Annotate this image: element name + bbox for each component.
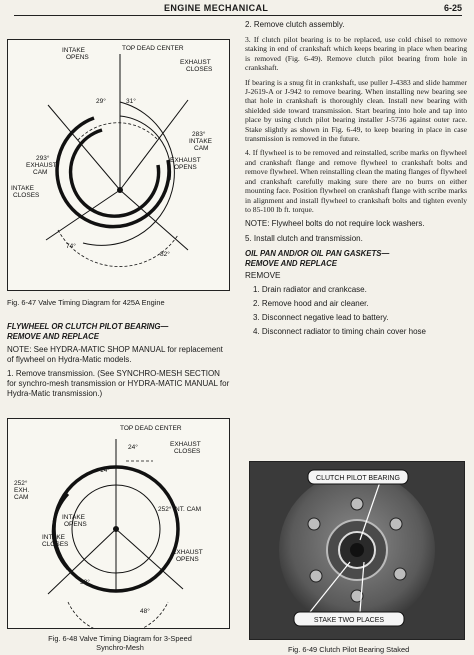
fig47-31: 31° xyxy=(126,98,136,105)
fig48-exhaust-opens: EXHAUST xyxy=(172,549,203,556)
snug-fit-paragraph: If bearing is a snug fit in crankshaft, use puller J-4383 and slide hammer J-2619-A or J-942 to remove bearing. When installing new bearing see that hole in crankshaft is thoroughly clean. Install new bearing with shielded side toward transmission. Start bearing into hole and tap into place by using clutch pilot bearing installer J-5736 against outer race. Stake slightly as shown in Fig. 6-49, to keep bearing in place in case transmission is removed in the future. xyxy=(245,77,467,144)
svg-text:CAM: CAM xyxy=(14,494,29,501)
fig48-58: 58° xyxy=(80,579,90,586)
fig47-283: 283° xyxy=(192,131,206,138)
fig47-82: 82° xyxy=(160,251,170,258)
fig48-tdc: TOP DEAD CENTER xyxy=(120,425,182,432)
fig49-label-top: CLUTCH PILOT BEARING xyxy=(316,475,400,482)
fig47-exhaust-closes: EXHAUST xyxy=(180,59,211,66)
fig47-exhaust-opens: EXHAUST xyxy=(170,157,201,164)
svg-text:INTAKE: INTAKE xyxy=(189,138,212,145)
figure-6-49-photo xyxy=(249,461,465,640)
svg-text:CLOSES: CLOSES xyxy=(174,448,201,455)
fig48-252-exh: 252° xyxy=(14,480,28,487)
fig49-caption: Fig. 6-49 Clutch Pilot Bearing Staked xyxy=(288,645,410,654)
svg-text:CAM: CAM xyxy=(194,145,209,152)
fig48-exhaust-closes: EXHAUST xyxy=(170,441,201,448)
svg-text:OPENS: OPENS xyxy=(66,54,89,61)
figure-6-48 xyxy=(7,418,230,629)
svg-text:OPENS: OPENS xyxy=(176,556,199,563)
svg-text:OPENS: OPENS xyxy=(64,521,87,528)
fig47-intake-opens: INTAKE xyxy=(62,47,85,54)
valve-timing-diagram-synchro xyxy=(8,419,229,628)
remove-step-2: 2. Remove hood and air cleaner. xyxy=(253,298,369,308)
fig47-caption: Fig. 6-47 Valve Timing Diagram for 425A Engine xyxy=(7,298,165,307)
fig48-252-int: 252° INT. CAM xyxy=(158,506,202,513)
fig49-label-bottom: STAKE TWO PLACES xyxy=(313,617,385,624)
svg-text:CLOSES: CLOSES xyxy=(13,192,40,199)
step-3: 3. If clutch pilot bearing is to be replaced, use cold chisel to remove staking in end of crankshaft which keeps bearing in place when bearing is removed (Fig. 6-49). Remove clutch pilot bearing from hole in crankshaft. xyxy=(245,35,467,73)
fig47-intake-closes: INTAKE xyxy=(11,185,34,192)
right-text xyxy=(245,20,467,341)
fig47-74: 74° xyxy=(66,243,76,250)
remove-step-1: 1. Drain radiator and crankcase. xyxy=(253,284,367,294)
page-header xyxy=(14,2,462,16)
step-5: 5. Install clutch and transmission. xyxy=(245,234,363,244)
remove-subheading: REMOVE xyxy=(245,271,281,281)
fig48-intake-closes: INTAKE xyxy=(42,534,65,541)
figure-6-47 xyxy=(7,39,230,291)
fig48-caption: Fig. 6-48 Valve Timing Diagram for 3-Speed Synchro-Mesh xyxy=(48,634,192,652)
svg-text:EXH.: EXH. xyxy=(14,487,30,494)
remove-step-3: 3. Disconnect negative lead to battery. xyxy=(253,312,389,322)
svg-text:EXHAUST: EXHAUST xyxy=(26,162,57,169)
bolts-note: NOTE: Flywheel bolts do not require lock washers. xyxy=(245,219,425,229)
fig48-48: 48° xyxy=(140,608,150,615)
flywheel-step-1: 1. Remove transmission. (See SYNCHRO-MESH SECTION for synchro-mesh transmission or HYDRA-MATIC MANUAL for Hydra-Matic transmission.) xyxy=(7,369,230,398)
svg-text:CLOSES: CLOSES xyxy=(186,66,213,73)
oil-pan-heading: OIL PAN AND/OR OIL PAN GASKETS— REMOVE AND REPLACE xyxy=(245,249,390,269)
svg-text:OPENS: OPENS xyxy=(174,164,197,171)
svg-text:CLOSES: CLOSES xyxy=(42,541,69,548)
fig48-24: 24° xyxy=(128,444,138,451)
fig48-14: 14° xyxy=(100,467,110,474)
clutch-pilot-bearing-photo xyxy=(250,462,464,639)
left-text xyxy=(7,322,231,403)
flywheel-note: NOTE: See HYDRA-MATIC SHOP MANUAL for replacement of flywheel on Hydra-Matic models. xyxy=(7,345,223,364)
valve-timing-diagram-425a xyxy=(8,40,229,290)
fig48-intake-opens: INTAKE xyxy=(62,514,85,521)
fig47-tdc: TOP DEAD CENTER xyxy=(122,45,184,52)
header-title: ENGINE MECHANICAL xyxy=(164,3,269,13)
step-4: 4. If flywheel is to be removed and reinstalled, scribe marks on flywheel and crankshaft flange and remove flywheel to crankshaft bolts and remove flywheel. When reinstalling clean the mating flanges of flywheel and crankshaft carefully making sure there are no burrs on either mounting face. Position flywheel on crankshaft flange with scribe marks in alignment and install flywheel to crankshaft bolts and tighten evenly to 85-100 lb ft. torque. xyxy=(245,148,467,214)
fig47-293: 293° xyxy=(36,155,50,162)
fig47-29: 29° xyxy=(96,98,106,105)
remove-step-4: 4. Disconnect radiator to timing chain cover hose xyxy=(253,326,426,336)
step-2: 2. Remove clutch assembly. xyxy=(245,20,345,29)
svg-text:CAM: CAM xyxy=(33,169,48,176)
page-number: 6-25 xyxy=(443,3,462,13)
flywheel-heading: FLYWHEEL OR CLUTCH PILOT BEARING— REMOVE AND REPLACE xyxy=(7,322,169,341)
